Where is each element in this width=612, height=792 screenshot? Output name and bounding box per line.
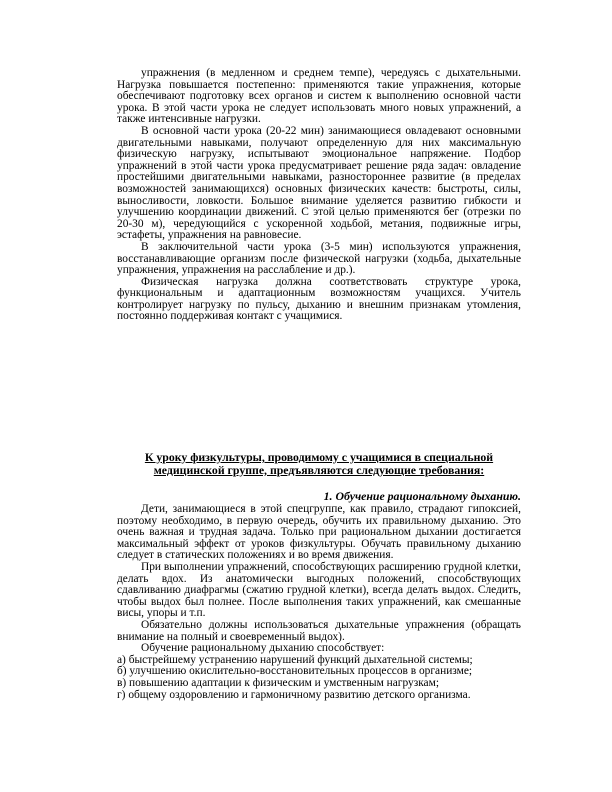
list-item-c: в) повышению адаптации к физическим и умственным нагрузкам; [117, 676, 439, 689]
paragraph-load-control: Физическая нагрузка должна соответствовать структуре урока, функциональным и адаптационным возможностям учащихся. Учитель контролирует нагрузку по пульсу, дыханию и внешним признакам утомления, постоянно поддерживая контакт с учащимися. [117, 275, 521, 323]
paragraph-breathing-mandatory: Обязательно должны использоваться дыхательные упражнения (обращать внимание на полный и своевременный выдох). [117, 618, 521, 643]
list-item-b: б) улучшению окислительно-восстановительных процессов в организме; [117, 665, 473, 678]
paragraph-main-part: В основной части урока (20-22 мин) занимающиеся овладевают основными двигательными навыками, получают определенную для них максимальную физическую нагрузку, испытывают эмоциональное напряжение. Подбор упражнений в этой части урока предусматривает решение ряда задач: овладение простейшими двигательными навыками, разностороннее развитие (в пределах возможностей занимающихся) основных физических качеств: быстроты, силы, выносливости, ловкости. Большое внимание уделяется развитию гибкости и улучшению координации движений. С этой целью применяются бег (отрезки по 20-30 м), чередующийся с ускоренной ходьбой, метания, подвижные игры, эстафеты, упражнения на равновесие. [117, 124, 521, 242]
paragraph-warmup: упражнения (в медленном и среднем темпе), чередуясь с дыхательными. Нагрузка повышается постепенно: применяются такие упражнения, которые обеспечивают подготовку всех органов и систем к выполнению основной части урока. В этой части урока не следует использовать много новых упражнений, а также интенсивные нагрузки. [117, 67, 521, 126]
paragraph-breathing-benefits: Обучение рациональному дыханию способствует: [141, 642, 385, 655]
paragraph-final-part: В заключительной части урока (3-5 мин) используются упражнения, восстанавливающие организм после физической нагрузки (ходьба, дыхательные упражнения, упражнения на расслабление и др.). [117, 240, 521, 277]
paragraph-breathing-intro: Дети, занимающиеся в этой спецгруппе, как правило, страдают гипоксией, поэтому необходимо, в первую очередь, обучить их правильному дыханию. Это очень важная и трудная задача. Только при рациональном дыхании достигается максимальный эффект от уроков физкультуры. Обучать правильному дыханию следует в статических положениях и во время движения. [117, 503, 521, 562]
section-heading: К уроку физкультуры, проводимому с учащимися в специальной медицинской группе, предъявляются следующие требования: [144, 450, 494, 477]
section-breathing [117, 504, 521, 701]
section-subheading: 1. Обучение рациональному дыханию. [323, 489, 521, 503]
list-item-a: а) быстрейшему устранению нарушений функций дыхательной системы; [117, 653, 473, 666]
paragraph-breathing-exercises: При выполнении упражнений, способствующих расширению грудной клетки, делать вдох. Из анатомически выгодных положений, способствующих сдавливанию диафрагмы (сжатию грудной клетки), всегда делать выдох. Следить, чтобы выдох был полнее. После выполнения таких упражнений, как смешанные висы, упоры и т.п. [117, 560, 521, 620]
list-item-d: г) общему оздоровлению и гармоничному развитию детского организма. [117, 688, 471, 701]
section-lesson-parts [117, 68, 521, 323]
